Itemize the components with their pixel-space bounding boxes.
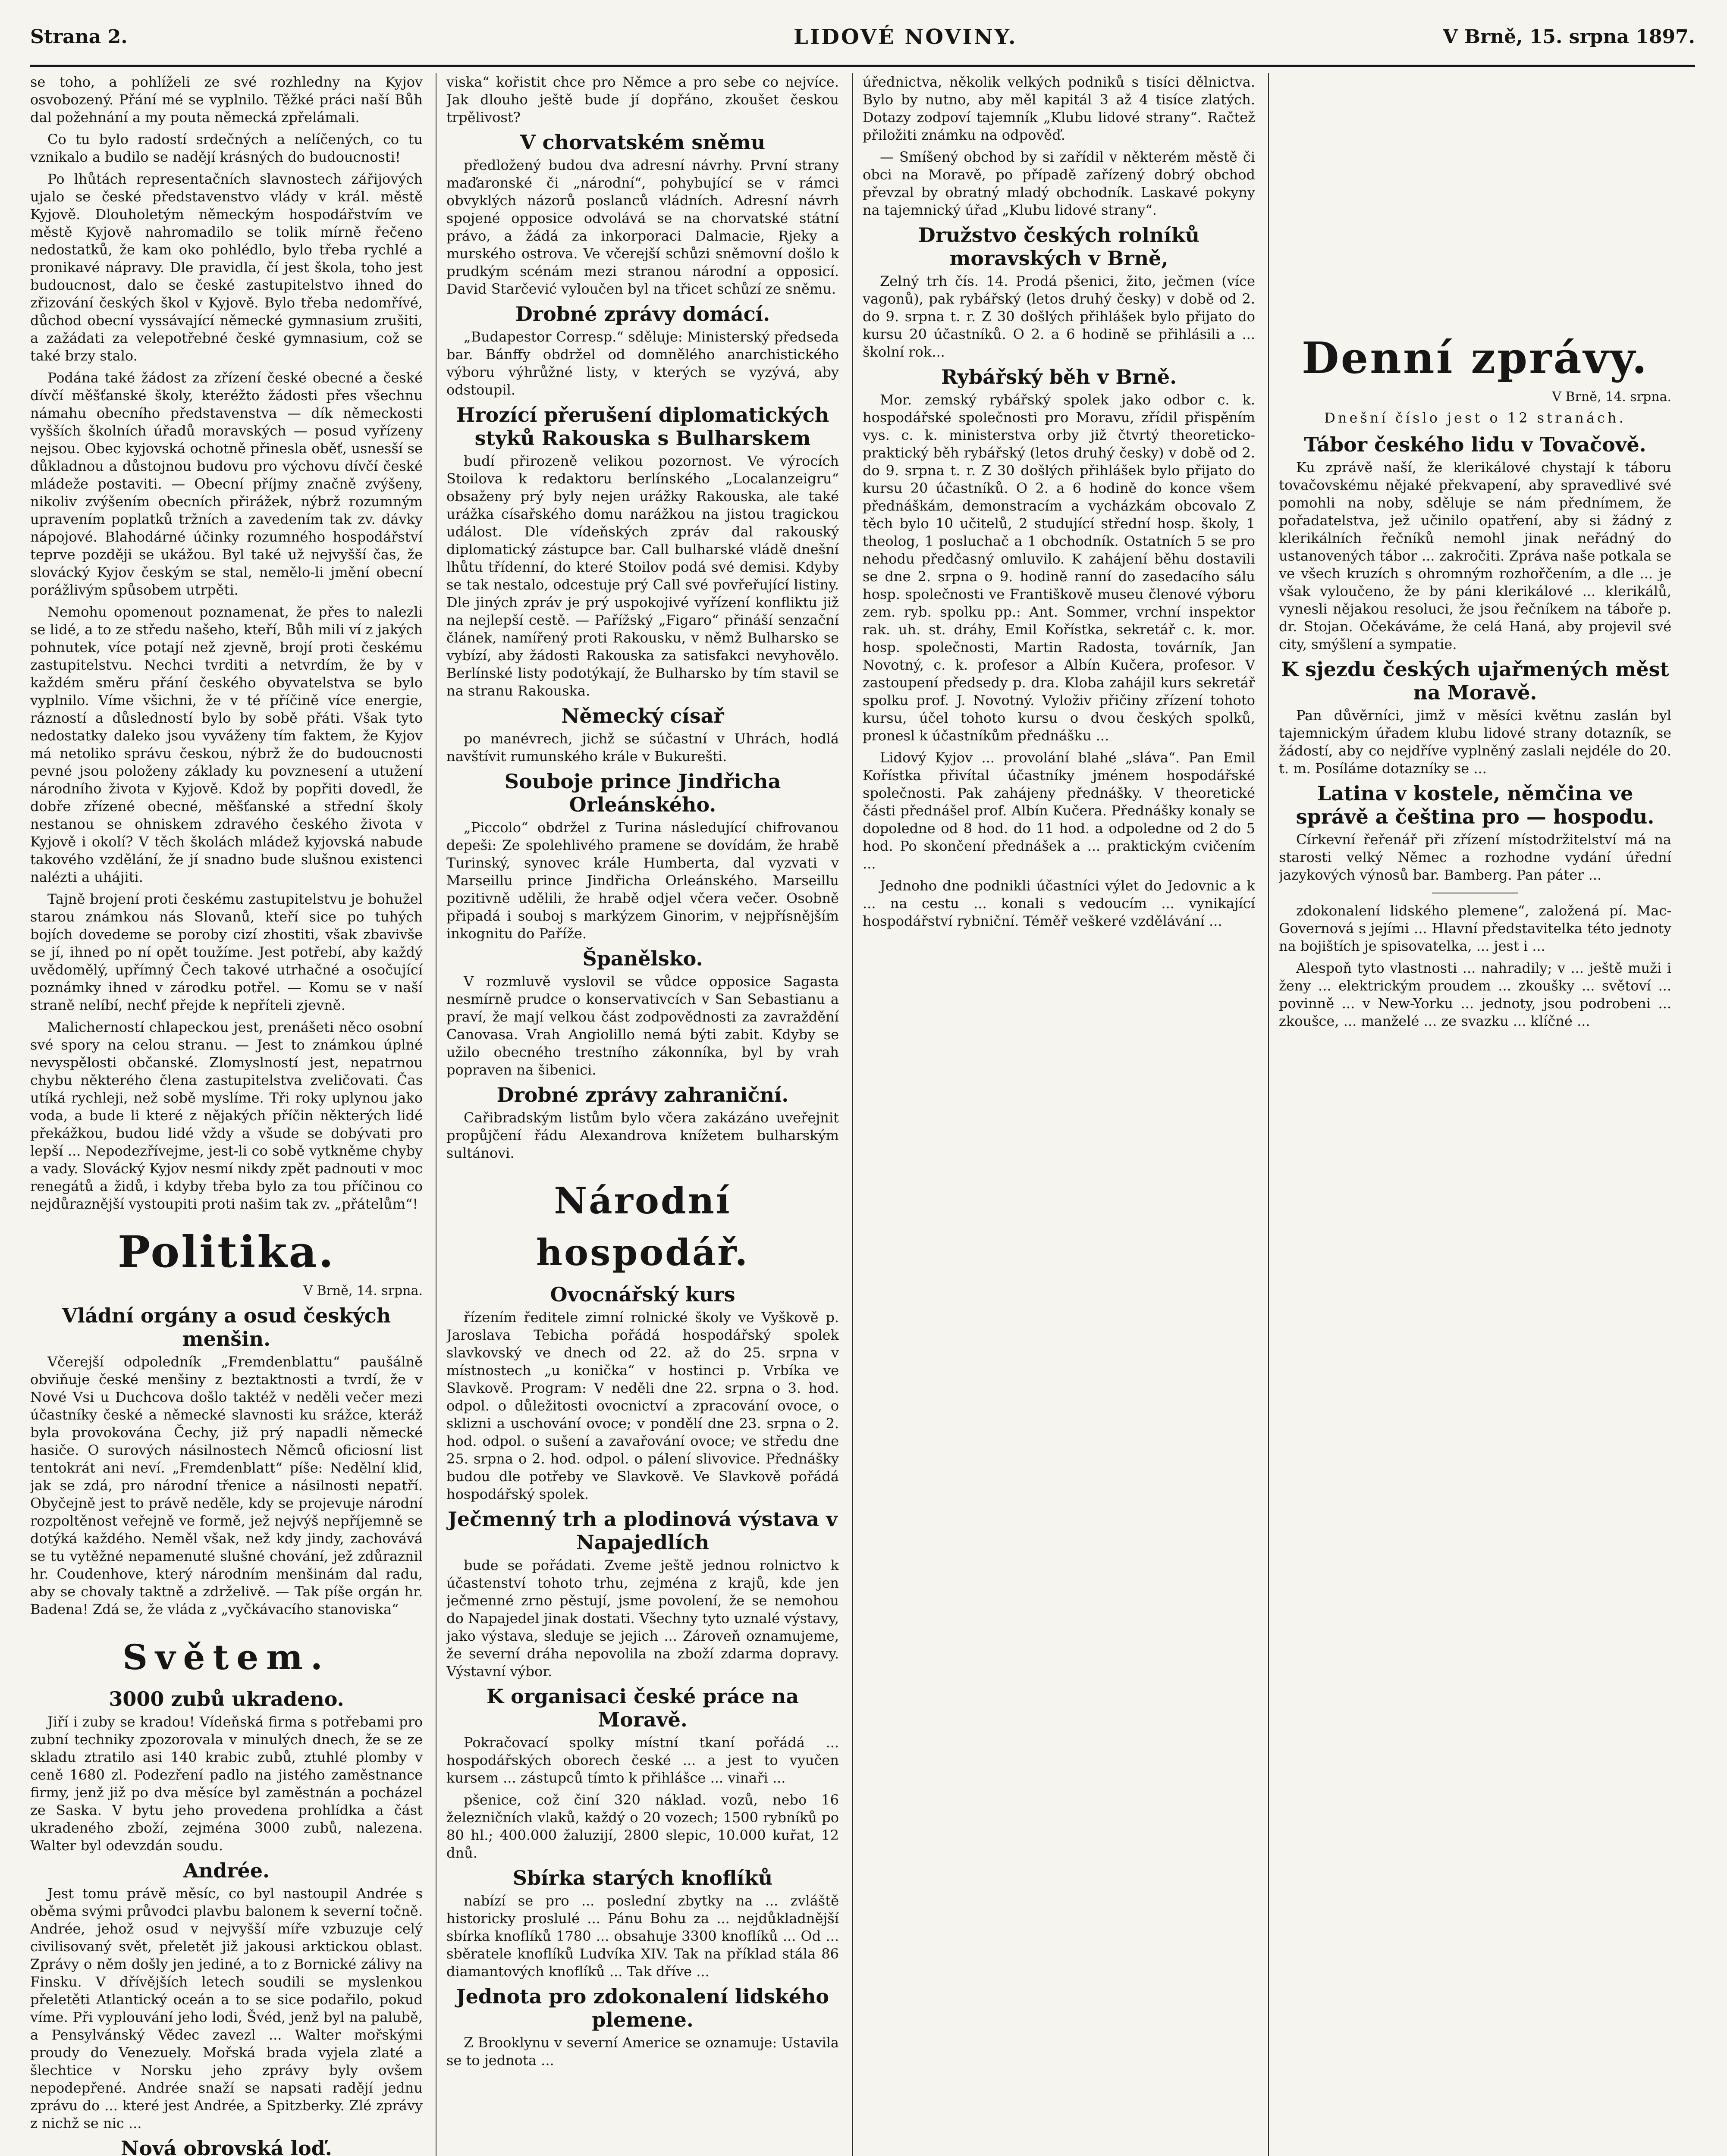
column-divider	[1268, 73, 1269, 2156]
page-header	[30, 4, 1695, 69]
paragraph: předložený budou dva adresní návrhy. První strany maďaronské či „národní“, pohybující se v rámci obvyklých názorů poslanců vládních. Adresní návrh spojené opposice odvolává se na chorvatské státní právo, a žádá za inkorporaci Dalmacie, Rjeky a murského ostrova. Ve včerejší schůzi sněmovní došlo k prudkým scénám mezi stranou národní a opposicí. David Starčević vyloučen byl na třicet schůzí ze sněmu.	[446, 157, 839, 297]
header-rule	[30, 65, 1695, 67]
article-headline: Drobné zprávy domácí.	[515, 302, 770, 326]
paragraph: Jednoho dne podnikli účastníci výlet do Jedovnic a k ... na cestu ... konali s vedoucím ... vynikající hospodářství rybniční. Téměř veškeré vzdělávání ...	[863, 877, 1255, 929]
article-headline: Latina v kostele, němčina ve správě a čeština pro — hospodu.	[1296, 782, 1655, 828]
paragraph: Cařibradským listům bylo včera zakázáno uveřejnit propůjčení řádu Alexandrova knížetem bulharským sultánovi.	[446, 1109, 839, 1161]
paragraph: viska“ kořistit chce pro Němce a pro sebe co nejvíce. Jak dlouho ještě bude jí dopřáno, zkoušet českou trpělivost?	[446, 74, 839, 125]
column-2	[446, 73, 839, 2156]
paragraph: Lidový Kyjov ... provolání blahé „sláva“. Pan Emil Kořístka přivítal účastníky jménem hospodářské společnosti. Pak zahájeny přednášky. V theoretické části přednášel prof. Albín Kučera. Přednášky konaly se dopoledne od 8 hod. do 11 hod. a odpoledne od 2 do 5 hod. Po skončení přednášek a ... praktickým cvičením ...	[863, 749, 1255, 872]
column-1	[30, 73, 423, 2156]
paragraph: Nemohu opomenout poznamenat, že přes to nalezli se lidé, a to ze středu našeho, kteří, Bůh mili ví z jakých pohnutek, více potají než zjevně, brojí proti českému zastupitelstvu. Nechci tvrditi a netvrdím, že by v každém směru přání českého obyvatelstva se bylo vyplnilo. Víme všichni, že v té příčině více energie, rázností a důsledností bylo by sobě přáti. Však tyto nedostatky daleko jsou vyváženy tím faktem, že Kyjov má netoliko správu českou, nýbrž že do budoucnosti pevné jsou položeny základy ku povznesení a utužení národního života v Kyjově. Kdož by popřiti dovedl, že dobře zřízené obecné, měšťanské a střední školy nestanou se ohniskem zdravého českého života v Kyjově i okolí? V těch školách mládež kyjovská nabude takového vzdělání, že jí snadno bude slušnou existenci nalézti a uhájiti.	[30, 604, 423, 885]
section-dateline: V Brně, 14. srpna.	[1552, 389, 1671, 404]
paragraph: řízením ředitele zimní rolnické školy ve Vyškově p. Jaroslava Tebicha pořádá hospodářský spolek slavkovský ve dnech od 22. až do 25. srpna v místnostech „u konička“ v hostinci p. Vrbíka ve Slavkově. Program: V neděli dne 22. srpna o 3. hod. odpol. o důležitosti ovocnictví a zpracování ovoce, o sklizni a uschování ovoce; v pondělí dne 23. srpna o 2. hod. odpol. o sušení a zavařování ovoce; ve středu dne 25. srpna o 2. hod. odpol. o pálení slivovice. Přednášky budou dle potřeby ve Slavkově. Ve Slavkově pořádá hospodářský spolek.	[446, 1309, 839, 1502]
paragraph: Pokračovací spolky místní tkaní pořádá ... hospodářských oborech české ... a jest to vyučen kursem ... zástupců tímto k přihlášce ... vinaři ...	[446, 1734, 839, 1786]
page-number: Strana 2.	[30, 26, 128, 48]
paragraph: „Budapestor Corresp.“ sděluje: Ministerský předseda bar. Bánffy obdržel od domnělého anarchistického výboru výhrůžné listy, v kterých se vyzývá, aby odstoupil.	[446, 329, 839, 398]
masthead-title: LIDOVÉ NOVINY.	[794, 25, 1017, 49]
article-headline: Souboje prince Jindřicha Orleánského.	[504, 770, 781, 816]
article-headline: K sjezdu českých ujařmených měst na Moravě.	[1281, 658, 1669, 704]
article-headline: 3000 zubů ukradeno.	[109, 1687, 344, 1711]
paragraph: Co tu bylo radostí srdečných a nelíčených, co tu vznikalo a budilo se nadějí krásných do budoucnosti!	[30, 131, 423, 165]
paragraph: Jest tomu právě měsíc, co byl nastoupil Andrée s oběma svými průvodci plavbu balonem k severní točně. Andrée, jehož osud v nejvyšší míře vzbuzuje celý civilisovaný svět, přeletět již jakousi arktickou oblast. Zprávy o něm došly jen jediné, a to z Bornické zálivy na Finsku. V dřívějších letech soudili se myslenkou přeletěti Atlantický oceán a to se sice podařilo, pokud víme. Při vyplouvání jeho lodi, Švéd, jenž byl na palubě, a Pensylvánský Vědec zavezl ... Walter mořskými proudy do Venezuely. Mořská brada vyjela zlaté a šlechtice v Norsku jeho zprávy byly ovšem nepodepřené. Andrée snaží se napsati radějí jednu zprávu do ... které jest Andrée, a Spitzberky. Zlé zprávy z nichž se nic ...	[30, 1885, 423, 2131]
column-4	[1279, 73, 1671, 2156]
article-headline: Hrozící přerušení diplomatických styků Rakouska s Bulharskem	[456, 403, 829, 450]
article-headline: Tábor českého lidu v Tovačově.	[1304, 433, 1646, 456]
section-title-denni-zpravy: Denní zprávy.	[1301, 332, 1649, 383]
paragraph: Po lhůtách representačních slavnostech zářijových ujalo se české představenstvo vlády v král. městě Kyjově. Dlouholetým německým hospodářstvím ve městě Kyjově nahromadilo se tolik mírně řečeno nedostatků, že kam oko pohlédlo, bylo třeba rychlé a pronikavé nápravy. Dle pravidla, čí jest škola, toho jest budoucnost, dalo se české zastupitelstvo ihned do zřizování českých škol v Kyjově. Bylo třeba nedomřívé, důchod obecní vyssávající německé gymnasium zrušiti, a zažádati za velepotřebné české gymnasium, což se také brzy stalo.	[30, 171, 423, 364]
article-headline: Ovocnářský kurs	[550, 1283, 735, 1306]
paragraph: Ku zprávě naší, že klerikálové chystají k táboru tovačovskému nějaké překvapení, aby spravedlivé své pomohli na noby, sděluje se nám přednímem, že pořadatelstva, jež učinilo opatření, aby si žádný z klerikálních řečníků nemohl jinak neřádný do ustanovených tábor ... zakročiti. Zpráva naše potkala se ve všech kruzích s ohromným rozhořčením, a dle ... je však vyloučeno, že by páni klerikálové ... klerikálů, vynesli nějakou resoluci, že jsou řečníkem na táboře p. dr. Stojan. Očekáváme, že celá Haná, aby projevil své city, smýšlení a sympatie.	[1279, 459, 1671, 652]
column-divider	[852, 73, 853, 2156]
paragraph: po manévrech, jichž se súčastní v Uhrách, hodlá navštívit rumunského krále v Bukurešti.	[446, 730, 839, 765]
article-headline: Rybářský běh v Brně.	[941, 365, 1177, 389]
section-title-svetem: Světem.	[122, 1637, 330, 1677]
paragraph: pšenice, což činí 320 náklad. vozů, nebo 16 železničních vlaků, každý o 20 vozech; 1500 rybníků po 80 hl.; 400.000 žaluzijí, 2800 slepic, 10.000 kuřat, 12 dnů.	[446, 1792, 839, 1861]
paragraph: budí přirozeně velikou pozornost. Ve výrocích Stoilova k redaktoru berlínského „Localanzeigru“ obsaženy prý byly nejen urážky Rakouska, ale také urážka císařského domu narážkou na jistou tragickou událost. Dle vídeňských zpráv dal rakouský diplomatický zástupce bar. Call bulharské vládě dnešní lhůtu třídenní, do které Stoilov podá své demisi. Kdyby se tak nestalo, odcestuje prý Call své povřeřující listiny. Dle jiných zpráv je prý uspokojivé vyřízení konfliktu již na nejlepší cestě. — Pařížský „Figaro“ přináší senzační článek, namířený proti Rakousku, v němž Bulharsko se vybízí, aby žádosti Rakouska za satisfakci nevyhovělo. Berlínské listy podotýkají, že Bulharsko by tím stavil se na stranu Rakouska.	[446, 453, 839, 699]
paragraph: Alespoň tyto vlastnosti ... nahradily; v ... ještě muži i ženy ... elektrickým proudem ... zkoušky ... světoví ... povinně ... v New-Yorku ... jednoty, jsou podrobeni ... zkoušce, ... manželé ... ze svazku ... klíčné ...	[1279, 960, 1671, 1029]
article-headline: Drobné zprávy zahraniční.	[496, 1083, 789, 1106]
article-headline: Družstvo českých rolníků moravských v Brně,	[918, 223, 1200, 270]
paragraph: Jiří i zuby se kradou! Vídeňská firma s potřebami pro zubní techniky zpozorovala v minulých dnech, že se ze skladu ztratilo asi 140 krabic zubů, ztuhlé plomby v ceně 1680 zl. Podezření padlo na jistého zaměstnance firmy, jenž již po dva měsíce byl zaměstnán a pocházel ze Saska. V bytu jeho provedena prohlídka a část ukradeného zboží, zejména 3000 zubů, nalezena. Walter byl odevzdán soudu.	[30, 1714, 423, 1854]
article-headline: Sbírka starých knoflíků	[512, 1866, 773, 1890]
article-headline: Vládní orgány a osud českých menšin.	[62, 1304, 391, 1351]
article-headline: Španělsko.	[582, 947, 703, 970]
issue-note: Dnešní číslo jest o 12 stranách.	[1324, 410, 1626, 426]
paragraph: Z Brooklynu v severní Americe se oznamuje: Ustavila se to jednota ...	[446, 2034, 839, 2068]
paragraph: úřednictva, několik velkých podniků s tisíci dělnictva. Bylo by nutno, aby měl kapitál 3 až 4 tisíce zlatých. Dotazy zodpoví tajemník „Klubu lidové strany“. Račtež přiložiti známku na odpověď.	[863, 74, 1255, 143]
article-headline: K organisaci české práce na Moravě.	[486, 1685, 799, 1731]
article-headline: Andrée.	[183, 1859, 270, 1882]
paragraph: Tajně brojení proti českému zastupitelstvu je bohužel starou známkou nás Slovanů, kteří sice po tuhých bojích dovedeme se poroby cizí zhostiti, však zbavivše se jí, ihned po ní opět toužíme. Jest potřebí, aby každý uvědomělý, upřímný Čech takové utrhačné a osočující poznámky ihned v zárodku potřel. — Komu se v naší straně nelíbí, nechť přejde k nepříteli zjevně.	[30, 891, 423, 1013]
article-headline: V chorvatském sněmu	[520, 131, 766, 154]
article-headline: Jednota pro zdokonalení lidského plemene.	[456, 1985, 829, 2031]
paragraph: Mor. zemský rybářský spolek jako odbor c. k. hospodářské společnosti pro Moravu, zřídil přispěním vys. c. k. ministerstva orby již čtvrtý theoreticko-praktický běh rybářský (letos druhý česky) v době od 2. do 9. srpna t. r. Z 30 došlých přihlášek bylo přijato do kursu 20 účastníků. O 2. a 6 hodině do konce všem přednáškám, demonstracím a vycházkám obcovalo Z těch bylo 10 učitelů, 2 studující střední hosp. školy, 1 theolog, 1 posluchač a 1 obchodník. Ostatních 5 se pro nehodu předčasný omluvilo. K zahájení běhu dostavili se dne 2. srpna o 9. hodině ranní do zasedacího sálu hosp. společnosti ve Františkově museu členové výboru zem. ryb. spolku pp.: Ant. Sommer, vrchní inspektor rak. uh. st. dráhy, Emil Kořístka, sekretář c. k. mor. hosp. společnosti, Martin Radosta, továrník, Jan Novotný, c. k. profesor a Albín Kučera, profesor. V zastoupení předsedy p. dra. Kloba zahájil kurs sekretář spolku prof. J. Novotný. Vyloživ přičiny zřízení tohoto kursu, účel tohoto kursu o dvou českých spolků, pronesl k účastníkům přednášku ...	[863, 392, 1255, 744]
paragraph: Malicherností chlapeckou jest, prenášeti něco osobní své spory na celou stranu. — Jest to známkou úplné nevyspělosti občanské. Zlomyslností jest, nepatrnou chybu některého člena zastupitelstva zveličovati. Čas utíká rychleji, než sobě myslíme. Tři roky uplynou jako voda, a bude li které z nějakých příčin některých lidé překážkou, budou lidé vždy a všude se dobývati pro lepší ... Nepodezřívejme, jest-li co sobě vytkněme chyby a vady. Slovácký Kyjov nesmí nikdy zpět padnouti v moc renegátů a židů, i kdyby třeba bylo za tou příčinou co nejdůraznější vystoupiti proti našim tak zv. „přátelům“!	[30, 1019, 423, 1212]
paragraph: Pan důvěrníci, jimž v měsíci květnu zaslán byl tajemnickým úřadem klubu lidové strany dotazník, se žádostí, aby co nejdříve vyplněný zaslali nejdéle do 20. t. m. Posíláme dotazníky se ...	[1279, 707, 1671, 777]
article-headline: Německý císař	[561, 704, 724, 727]
issue-dateline: V Brně, 15. srpna 1897.	[1443, 26, 1695, 48]
paragraph: Včerejší odpoledník „Fremdenblattu“ paušálně obviňuje české menšiny z beztaktnosti a tvrdí, že v Nové Vsi u Duchcova došlo taktéž v neděli večer mezi účastníky české a německé slavnosti ku srážce, kteráž byla provokována Čechy, již prý napadli německé hasiče. O surových násilnostech Němců oficiosní list tentokrát ani neví. „Fremdenblatt“ píše: Nedělní klid, jak se zdá, pro národní třenice a násilnosti nepatří. Obyčejně jest to právě neděle, kdy se projevuje národní rozpoltěnost veřejně ve formě, jež nejvýš nepříjemně se dotýká každého. Neměl však, než kdy jindy, zachovává se tu vytěžné nepamenuté slušné chování, jež zdůraznil hr. Coudenhove, který národním menšinám dal radu, aby se chovaly taktně a zdrželivě. — Tak píše orgán hr. Badena! Zdá se, že vláda z „vyčkávacího stanoviska“	[30, 1354, 423, 1617]
paragraph: se toho, a pohlíželi ze své rozhledny na Kyjov osvobozený. Přání mé se vyplnilo. Těžké práci naší Bůh dal požehnání a my pouta německá zpřelámali.	[30, 74, 423, 125]
column-3	[863, 73, 1255, 2156]
section-title-narodni-hospodar: Národní hospodář.	[536, 1179, 750, 1274]
paragraph: „Piccolo“ obdržel z Turina následující chifrovanou depeši: Ze spolehlivého pramene se dovídám, že hrabě Turinský, synovec krále Humberta, dal vyzvati v Marseillu prince Jindřicha Orleánského. Marseillu pozitivně udělili, že hrabě odjel včera večer. Osobně připadá i souboj s markýzem Ginorim, v nejpřísnějším inkognitu do Paříže.	[446, 819, 839, 942]
article-headline: Nová obrovská loď.	[121, 2137, 332, 2156]
paragraph: Církevní řeřenář při zřízení místodržitelství má na starosti velký Němec a rozhodne vydání úřední jazykových výnosů bar. Bamberg. Pan páter ...	[1279, 831, 1671, 883]
paragraph: — Smíšený obchod by si zařídil v některém městě či obci na Moravě, po případě zařízený dobrý obchod převzal by obratný mladý obchodník. Laskavé pokyny na tajemnický úřad „Klubu lidové strany“.	[863, 149, 1255, 218]
paragraph: Zelný trh čís. 14. Prodá pšenici, žito, ječmen (více vagonů), pak rybářský (letos druhý česky) v době od 2. do 9. srpna t. r. Z 30 došlých přihlášek bylo přijato do kursu 20 účastníků. O 2. a 6 hodině se přihlásili a ... školní rok...	[863, 273, 1255, 360]
paragraph: Podána také žádost za zřízení české obecné a české dívčí měšťanské školy, kteréžto žádosti přes všechnu námahu obecního představenstva — dík německosti vyšších školních úřadů moravských — posud vyřízeny nejsou. Obec kyjovská ochotně přinesla oběť, usnesší se důkladnou a důstojnou budovu pro výchovu dívčí české mládeže postaviti. — Obecní příjmy značně zvýšeny, nikoliv zvýšením obecních přirážek, nýbrž rozumným upravením poplatků tržních a zavedením tak zv. dávky nápojové. Blahodárné účinky rozumného hospodářství teprve později se ukážou. Byl také už nejvyšší čas, že slovácký Kyjov českým se stal, nemělo-li jmění obecní porážlivým spůsobem utrpěti.	[30, 370, 423, 598]
section-title-politika: Politika.	[117, 1226, 336, 1277]
paragraph: zdokonalení lidského plemene“, založená pí. Mac-Governová s jejími ... Hlavní představitelka této jednoty na bojištích je spisovatelka, ... jest i ...	[1279, 903, 1671, 954]
paragraph: bude se pořádati. Zveme ještě jednou rolnictvo k účastenství tohoto trhu, zejména z krajů, kde jen ječmenné zrno pěstují, jsme povolení, že se nemohou do Napajedel jinak dostati. Všechny tyto uznalé výstavy, jako výstava, sleduje se jejich ... Zároveň oznamujeme, že severní dráha nepovolila na zboží zdarma dopravy. Výstavní výbor.	[446, 1557, 839, 1680]
section-dateline: V Brně, 14. srpna.	[303, 1283, 423, 1298]
article-headline: Ječmenný trh a plodinová výstava v Napajedlích	[448, 1507, 838, 1554]
paragraph: V rozmluvě vyslovil se vůdce opposice Sagasta nesmírně prudce o konservativcích v San Sebastianu a praví, že mají velkou část zodpovědnosti za zavraždění Canovasa. Vrah Angiolillo nemá býti zabit. Kdyby se užilo obecného trestního zákonníka, byl by vrah popraven na šibenici.	[446, 973, 839, 1078]
paragraph: nabízí se pro ... poslední zbytky na ... zvláště historicky proslulé ... Pánu Bohu za ... nejdůkladnější sbírka knoflíků 1780 ... obsahuje 3300 knoflíků ... Od ... sběratele knoflíků Ludvíka XIV. Tak na příklad stála 86 diamantových knoflíků ... Tak dříve ...	[446, 1893, 839, 1980]
